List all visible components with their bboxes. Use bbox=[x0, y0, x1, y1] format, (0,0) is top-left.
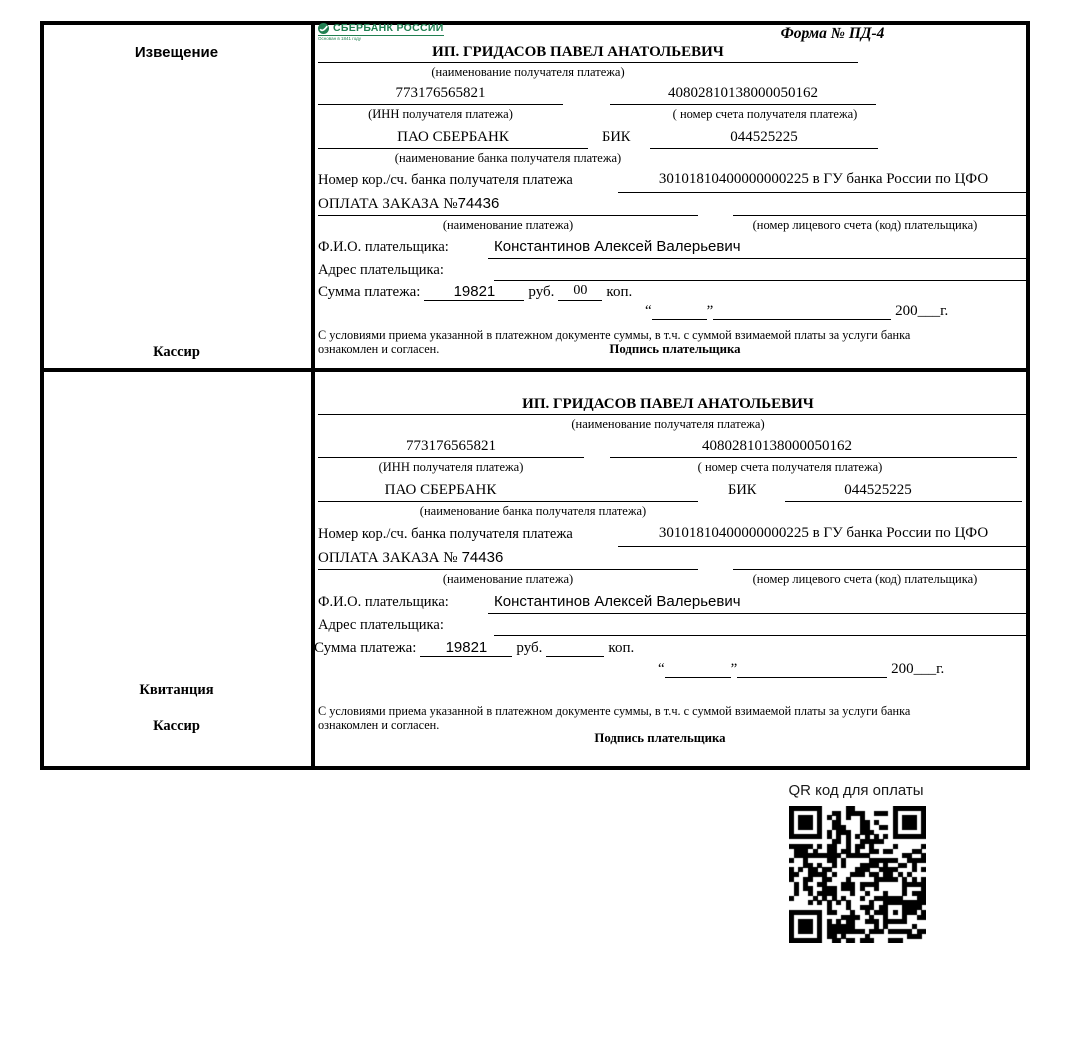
form-number-label: Форма № ПД-4 bbox=[780, 25, 885, 42]
bik-value-2: 044525225 bbox=[844, 482, 912, 498]
quote-close: ” bbox=[706, 303, 714, 319]
rub-label: руб. bbox=[516, 640, 543, 656]
account-hint: ( номер счета получателя платежа) bbox=[672, 107, 858, 121]
amount-rub-value: 19821 bbox=[420, 639, 512, 657]
amount-kop-value bbox=[546, 639, 604, 657]
underline bbox=[318, 148, 588, 149]
payee-name-hint: (наименование получателя платежа) bbox=[431, 65, 625, 79]
bank-logo-text: СБЕРБАНК РОССИИ bbox=[333, 22, 444, 34]
fio-label-2: Ф.И.О. плательщика: bbox=[318, 594, 449, 610]
kop-label: коп. bbox=[606, 284, 633, 300]
underline bbox=[618, 546, 1027, 547]
order-number: 74436 bbox=[457, 195, 500, 212]
amount-row-top bbox=[318, 283, 632, 301]
bik-label-2: БИК bbox=[728, 482, 757, 498]
corr-value-2: 30101810400000000225 в ГУ банка России по ЦФО bbox=[658, 525, 989, 541]
inn-hint-2: (ИНН получателя платежа) bbox=[378, 460, 524, 474]
bank-hint-2: (наименование банка получателя платежа) bbox=[419, 504, 647, 518]
underline bbox=[318, 501, 698, 502]
underline bbox=[494, 280, 1028, 281]
column-divider bbox=[311, 21, 315, 770]
corr-value: 30101810400000000225 в ГУ банка России по ЦФО bbox=[658, 171, 989, 187]
quote-close: ” bbox=[730, 661, 738, 677]
date-month-blank bbox=[713, 305, 891, 320]
purpose-prefix: ОПЛАТА ЗАКАЗА № bbox=[318, 550, 458, 566]
purpose-prefix: ОПЛАТА ЗАКАЗА № bbox=[318, 196, 458, 212]
address-label-2: Адрес плательщика: bbox=[318, 617, 444, 633]
kop-label: коп. bbox=[608, 640, 635, 656]
amount-row-bottom bbox=[314, 639, 634, 657]
corr-label: Номер кор./сч. банка получателя платежа bbox=[318, 172, 573, 188]
underline bbox=[318, 569, 698, 570]
qr-code bbox=[789, 806, 926, 943]
signature-label-bottom: Подпись плательщика bbox=[594, 731, 726, 745]
fio-label: Ф.И.О. плательщика: bbox=[318, 239, 449, 255]
address-label: Адрес плательщика: bbox=[318, 262, 444, 278]
underline bbox=[318, 62, 858, 63]
underline bbox=[610, 104, 876, 105]
underline bbox=[618, 192, 1027, 193]
payer-fio-2: Константинов Алексей Валерьевич bbox=[494, 593, 741, 610]
qr-caption: QR код для оплаты bbox=[788, 782, 924, 799]
payer-code-hint-2: (номер лицевого счета (код) плательщика) bbox=[752, 572, 978, 586]
year-blank: 200___г. bbox=[895, 303, 949, 319]
order-number: 74436 bbox=[461, 549, 504, 566]
agreement-line1: С условиями приема указанной в платежном документе суммы, в т.ч. с суммой взимаемой платы за услуги банка bbox=[318, 328, 911, 342]
payee-name-hint-2: (наименование получателя платежа) bbox=[571, 417, 765, 431]
bank-hint: (наименование банка получателя платежа) bbox=[394, 151, 622, 165]
agreement-line2: ознакомлен и согласен. bbox=[318, 342, 440, 356]
quote-open: “ bbox=[645, 303, 652, 319]
purpose-hint: (наименование платежа) bbox=[442, 218, 574, 232]
payee-account: 40802810138000050162 bbox=[668, 85, 818, 101]
payee-account-2: 40802810138000050162 bbox=[702, 438, 852, 454]
section-divider bbox=[40, 368, 1030, 372]
underline bbox=[733, 569, 1027, 570]
receipt-label: Квитанция bbox=[139, 682, 214, 698]
purpose-hint-2: (наименование платежа) bbox=[442, 572, 574, 586]
underline bbox=[785, 501, 1022, 502]
inn-hint: (ИНН получателя платежа) bbox=[368, 107, 513, 121]
sberbank-logo-icon bbox=[318, 23, 329, 34]
bank-name-2: ПАО СБЕРБАНК bbox=[384, 482, 497, 498]
bik-value: 044525225 bbox=[730, 129, 798, 145]
year-blank: 200___г. bbox=[891, 661, 945, 677]
underline bbox=[610, 457, 1017, 458]
underline bbox=[494, 635, 1028, 636]
agreement-line2-2: ознакомлен и согласен. bbox=[318, 718, 440, 732]
payer-code-hint: (номер лицевого счета (код) плательщика) bbox=[752, 218, 978, 232]
underline bbox=[488, 258, 1028, 259]
account-hint-2: ( номер счета получателя платежа) bbox=[697, 460, 883, 474]
underline bbox=[318, 104, 563, 105]
signature-label-top: Подпись плательщика bbox=[609, 342, 741, 356]
amount-rub-value: 19821 bbox=[424, 283, 524, 301]
amount-kop-value: 00 bbox=[558, 283, 602, 301]
bank-logo bbox=[318, 22, 444, 41]
date-day-blank bbox=[665, 663, 731, 678]
amount-label: Сумма платежа: bbox=[314, 640, 417, 656]
cashier-label-top: Кассир bbox=[153, 344, 200, 360]
underline bbox=[318, 414, 1027, 415]
bik-label: БИК bbox=[602, 129, 631, 145]
date-row-top bbox=[645, 303, 948, 320]
purpose-row-top bbox=[318, 195, 499, 213]
date-month-blank bbox=[737, 663, 887, 678]
payee-inn: 773176565821 bbox=[395, 85, 486, 101]
underline bbox=[318, 457, 584, 458]
underline bbox=[650, 148, 878, 149]
underline bbox=[318, 215, 698, 216]
payee-name-2: ИП. ГРИДАСОВ ПАВЕЛ АНАТОЛЬЕВИЧ bbox=[522, 396, 814, 412]
amount-label: Сумма платежа: bbox=[318, 284, 421, 300]
cashier-label-bottom: Кассир bbox=[153, 718, 200, 734]
quote-open: “ bbox=[658, 661, 665, 677]
underline bbox=[733, 215, 1027, 216]
payee-name: ИП. ГРИДАСОВ ПАВЕЛ АНАТОЛЬЕВИЧ bbox=[432, 44, 724, 60]
notice-label: Извещение bbox=[134, 44, 219, 61]
purpose-row-bottom bbox=[318, 549, 503, 567]
agreement-line1-2: С условиями приема указанной в платежном документе суммы, в т.ч. с суммой взимаемой платы за услуги банка bbox=[318, 704, 911, 718]
date-row-bottom bbox=[658, 661, 944, 678]
date-day-blank bbox=[652, 305, 707, 320]
payee-inn-2: 773176565821 bbox=[406, 438, 496, 454]
bank-name: ПАО СБЕРБАНК bbox=[397, 129, 509, 145]
underline bbox=[488, 613, 1028, 614]
rub-label: руб. bbox=[528, 284, 555, 300]
bank-logo-tagline: Основан в 1841 году bbox=[318, 36, 362, 41]
payer-fio: Константинов Алексей Валерьевич bbox=[494, 238, 741, 255]
corr-label-2: Номер кор./сч. банка получателя платежа bbox=[318, 526, 573, 542]
